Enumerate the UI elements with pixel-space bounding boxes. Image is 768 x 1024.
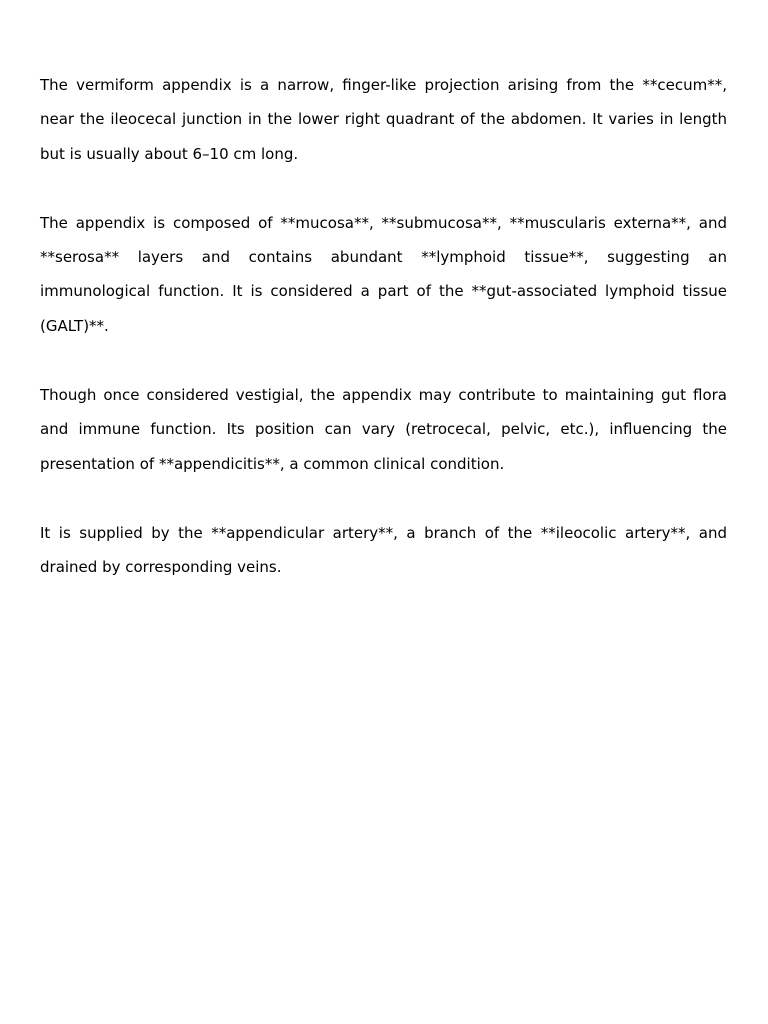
paragraph-function: Though once considered vestigial, the appendix may contribute to maintaining gut flora and immune function. Its position can vary (retrocecal, pelvic, etc.), influencing the presentation of **appendicitis**, a common clinical condition. [40, 386, 727, 473]
paragraph-anatomy: The vermiform appendix is a narrow, finger-like projection arising from the **cecum**, near the ileocecal junction in the lower right quadrant of the abdomen. It varies in length but is usually about 6–10 cm long. [40, 76, 727, 163]
paragraph-blood-supply: It is supplied by the **appendicular artery**, a branch of the **ileocolic artery**, and drained by corresponding veins. [40, 523, 727, 577]
paragraph-histology: The appendix is composed of **mucosa**, **submucosa**, **muscularis externa**, and **serosa** layers and contains abundant **lymphoid tissue**, suggesting an immunological function. It is considered a part of the **gut-associated lymphoid tissue (GALT)**. [40, 213, 727, 335]
